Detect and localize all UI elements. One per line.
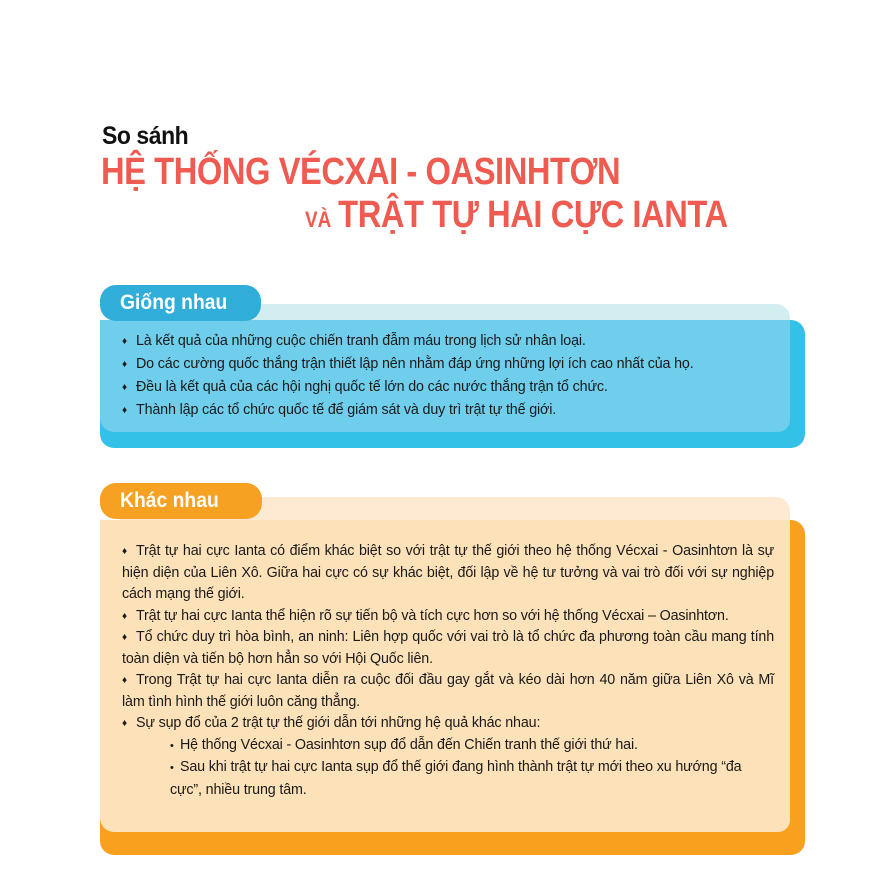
different-item <box>122 627 774 670</box>
similar-list <box>122 330 790 422</box>
similar-heading-tab <box>100 285 261 321</box>
different-item <box>122 670 774 713</box>
different-heading-tab <box>100 483 262 519</box>
diamond-bullet-icon: ♦ <box>122 359 127 370</box>
similar-item-text: Đều là kết quả của các hội nghị quốc tế lớn do các nước thắng trận tổ chức. <box>136 379 608 395</box>
similar-card <box>100 320 790 432</box>
diamond-bullet-icon: ♦ <box>122 382 127 393</box>
different-item-text: Trật tự hai cực Ianta thể hiện rõ sự tiến bộ và tích cực hơn so với hệ thống Vécxai – Oasinhtơn. <box>136 607 729 624</box>
similar-item-text: Thành lập các tổ chức quốc tế để giám sát và duy trì trật tự thế giới. <box>136 402 557 418</box>
different-list <box>122 541 774 801</box>
similar-item <box>122 353 790 376</box>
dot-bullet-icon: • <box>170 739 174 752</box>
title-connector: VÀ <box>305 207 332 232</box>
different-card <box>100 520 790 832</box>
dot-bullet-icon: • <box>170 762 174 774</box>
different-sub-item <box>170 757 774 801</box>
different-sub-item-text: Sau khi trật tự hai cực Ianta sụp đổ thế giới đang hình thành trật tự mới theo xu hướng “đa cực”, nhiều trung tâm. <box>170 759 742 798</box>
diamond-bullet-icon: ♦ <box>122 610 127 622</box>
different-sub-item <box>170 735 774 758</box>
diamond-bullet-icon: ♦ <box>122 675 127 686</box>
similar-item <box>122 376 790 399</box>
title-line-1: HỆ THỐNG VÉCXAI - OASINHTƠN <box>101 151 621 193</box>
similar-item-text: Do các cường quốc thắng trận thiết lập nên nhằm đáp ứng những lợi ích cao nhất của họ. <box>136 356 694 372</box>
diamond-bullet-icon: ♦ <box>122 632 127 643</box>
diamond-bullet-icon: ♦ <box>122 405 127 416</box>
title-line-2 <box>305 193 728 245</box>
different-sub-list <box>122 735 774 802</box>
different-sub-item-text: Hệ thống Vécxai - Oasinhtơn sụp đổ dẫn đến Chiến tranh thế giới thứ hai. <box>180 736 638 753</box>
similar-heading: Giống nhau <box>120 291 228 314</box>
different-item-text: Trật tự hai cực Ianta có điểm khác biệt so với trật tự thế giới theo hệ thống Vécxai - Oasinhtơn là sự hiện diện của Liên Xô. Giữa hai cực có sự khác biệt, đối lập về hệ tư tưởng và vai trò đối với sự nghiệp cách mạng thế giới. <box>122 543 774 602</box>
different-item <box>122 541 774 606</box>
title-subtitle: So sánh <box>102 122 189 150</box>
diamond-bullet-icon: ♦ <box>122 718 127 729</box>
similar-item-text: Là kết quả của những cuộc chiến tranh đẫm máu trong lịch sử nhân loại. <box>136 333 586 349</box>
different-item <box>122 713 774 801</box>
different-heading: Khác nhau <box>120 489 219 512</box>
similar-item <box>122 330 790 353</box>
different-item <box>122 606 774 628</box>
different-item-text: Trong Trật tự hai cực Ianta diễn ra cuộc đối đầu gay gắt và kéo dài hơn 40 năm giữa Liên Xô và Mĩ làm tình hình thế giới luôn căng thẳng. <box>122 672 774 710</box>
title-line-2-text: TRẬT TỰ HAI CỰC IANTA <box>338 194 728 236</box>
diamond-bullet-icon: ♦ <box>122 336 127 347</box>
different-item-text: Tổ chức duy trì hòa bình, an ninh: Liên hợp quốc với vai trò là tổ chức đa phương toàn cầu mang tính toàn diện và tiến bộ hơn hẳn so với Hội Quốc liên. <box>122 629 774 667</box>
similar-item <box>122 399 790 422</box>
diamond-bullet-icon: ♦ <box>122 546 127 557</box>
different-item-text: Sự sụp đổ của 2 trật tự thế giới dẫn tới những hệ quả khác nhau: <box>136 715 541 731</box>
